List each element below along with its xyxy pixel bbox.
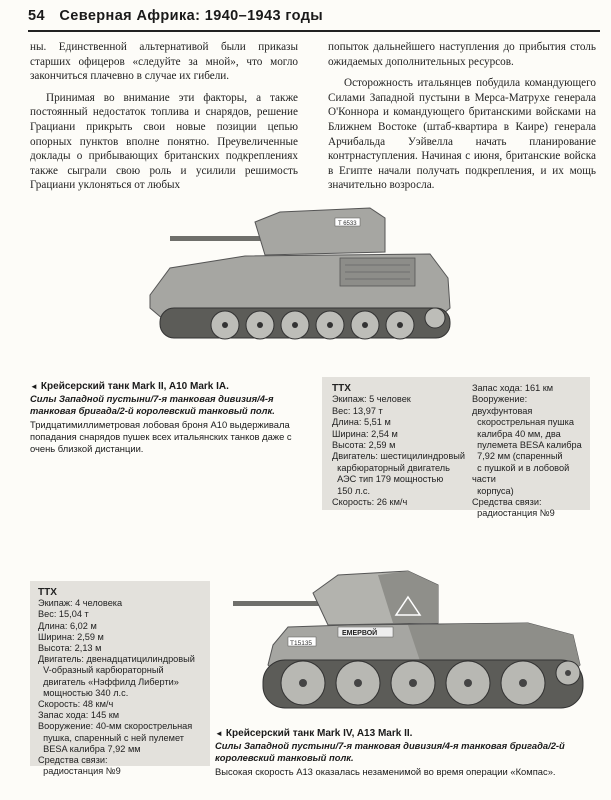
spec-line: Экипаж: 5 человек — [332, 394, 411, 405]
spec-line: Двигатель: двенадцатицилиндровый V-образный карбюраторный двигатель «Нэффилд Либерти» мощностью 340 л.с. — [38, 654, 195, 698]
spec-line: Ширина: 2,59 м — [38, 631, 104, 642]
tank2-specs-panel — [30, 581, 210, 777]
tank-marking-name: ЕМЕРВОЙ — [342, 630, 378, 637]
paragraph: Осторожность итальянцев побудила командующего Силами Западной пустыни в Мерса-Матрухе генерала О'Коннора и командующего британскими войсками на Ближнем Востоке (штаб-квартира в Каире) генерала Арчибальда Уэйвелла начать планирование контрнаступления. Начиная с июня, британские войска в Египте начали получать подкрепления, и их мощь значительно возросла. — [328, 77, 596, 192]
caption-title: Крейсерский танк Mark IV, A13 Mark II. — [225, 728, 413, 739]
tank1-caption — [30, 381, 310, 455]
spec-line: Вес: 15,04 т — [38, 609, 89, 620]
spec-line: Средства связи: радиостанция №9 — [472, 497, 555, 519]
page-title: Северная Африка: 1940–1943 годы — [59, 8, 324, 24]
caption-description: Высокая скорость A13 оказалась незаменимой во время операции «Компас». — [215, 766, 556, 777]
page-number: 54 — [28, 8, 45, 24]
spec-line: Средства связи: радиостанция №9 — [38, 755, 121, 777]
tank-marking-number: T15135 — [290, 640, 313, 647]
spec-line: Высота: 2,13 м — [38, 643, 102, 654]
paragraph: попыток дальнейшего наступления до прибытия столь ожидаемых дополнительных ресурсов. — [328, 41, 596, 68]
caption-description: Тридцатимиллиметровая лобовая броня A10 выдерживала попадания снарядов пушек всех итальянских танков даже с очень близкой дистанции. — [30, 419, 292, 454]
spec-line: Скорость: 48 км/ч — [38, 699, 114, 710]
text-column-left — [30, 40, 298, 193]
caption-units: Силы Западной пустыни/7-я танковая дивизия/4-я танковая бригада/2-й королевский танковый полк. — [30, 393, 275, 416]
specs-title: ТТХ — [38, 587, 57, 598]
tank-a13-illustration — [228, 565, 598, 725]
page-header — [28, 8, 600, 30]
tank-a10-illustration — [130, 200, 470, 350]
spec-line: Запас хода: 161 км — [472, 383, 554, 393]
spec-line: Запас хода: 145 км — [38, 710, 120, 721]
spec-line: Двигатель: шестицилиндровый карбюраторный двигатель АЭС тип 179 мощностью 150 л.с. — [332, 451, 466, 496]
tank-marking: T 6533 — [338, 221, 357, 227]
text-column-right — [328, 40, 596, 193]
spec-line: Вооружение: 40-мм скорострельная пушка, спаренный с ней пулемет BESA калибра 7,92 мм — [38, 721, 193, 754]
arrow-icon: ◄ — [215, 729, 223, 738]
spec-line: Высота: 2,59 м — [332, 440, 396, 451]
caption-units: Силы Западной пустыни/7-я танковая дивизия/4-я танковая бригада/2-й королевский танковый полк. — [215, 740, 565, 763]
specs-title: ТТХ — [332, 383, 351, 394]
header-rule — [28, 30, 600, 32]
spec-line: Вес: 13,97 т — [332, 405, 383, 416]
spec-line: Экипаж: 4 человека — [38, 598, 123, 609]
spec-line: Длина: 6,02 м — [38, 620, 97, 631]
spec-line: Вооружение: двухфунтовая скорострельная пушка калибра 40 мм, два пулемета BESA калибра 7,92 мм (спаренный с пушкой и в лобовой части корпуса) — [472, 394, 582, 496]
paragraph: Принимая во внимание эти факторы, а также постоянный недостаток топлива и снарядов, решение Грациани прикрыть свои новые позиции цепью опорных пунктов вполне понятно. Преувеличенные доклады о прибывающих британских подкреплениях также сыграли свою роль и усилили решимость Грациани уклоняться от любых — [30, 91, 298, 192]
paragraph: ны. Единственной альтернативой были приказы старших офицеров «следуйте за мной», что могло закончиться плачевно в случае их гибели. — [30, 41, 298, 83]
spec-line: Скорость: 26 км/ч — [332, 497, 408, 508]
tank2-caption — [215, 728, 595, 778]
tank1-specs-panel — [322, 377, 590, 519]
arrow-icon: ◄ — [30, 382, 38, 391]
spec-line: Длина: 5,51 м — [332, 417, 391, 428]
caption-title: Крейсерский танк Mark II, A10 Mark IA. — [40, 381, 229, 392]
spec-line: Ширина: 2,54 м — [332, 428, 398, 439]
